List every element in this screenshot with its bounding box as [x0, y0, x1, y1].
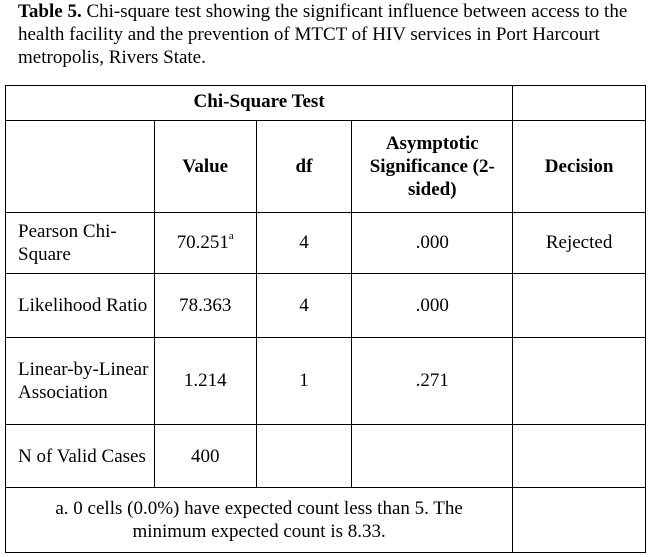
header-asymptotic-significance: Asymptotic Significance (2-sided) [352, 121, 513, 213]
table-label: Table 5. [18, 1, 82, 22]
row-df: 1 [256, 338, 352, 425]
row-decision [513, 338, 646, 425]
chi-square-table [5, 85, 646, 553]
header-row [6, 121, 646, 213]
table-caption [18, 0, 648, 69]
footnote-row [6, 488, 646, 553]
title-row [6, 86, 646, 121]
table-footnote: a. 0 cells (0.0%) have expected count less than 5. The minimum expected count is 8.33. [6, 488, 513, 553]
row-df [256, 424, 352, 488]
row-value [154, 213, 256, 273]
row-value: 78.363 [154, 273, 256, 338]
row-df: 4 [256, 273, 352, 338]
row-value: 400 [154, 424, 256, 488]
row-df: 4 [256, 213, 352, 273]
row-sig: .000 [352, 273, 513, 338]
row-stat: Likelihood Ratio [6, 273, 155, 338]
header-decision: Decision [513, 121, 646, 213]
row-decision [513, 273, 646, 338]
row-stat: Linear-by-Linear Association [6, 338, 155, 425]
header-empty-cell [6, 121, 155, 213]
value-number: 70.251 [176, 232, 229, 254]
title-empty-cell [513, 86, 646, 121]
footnote-marker: a [228, 230, 234, 243]
table-row [6, 213, 646, 273]
table-title: Chi-Square Test [6, 86, 513, 121]
header-df: df [256, 121, 352, 213]
row-sig: .271 [352, 338, 513, 425]
row-sig: .000 [352, 213, 513, 273]
header-value: Value [154, 121, 256, 213]
caption-text: Chi-square test showing the significant influence between access to the health facility and the prevention of MTCT of HIV services in Port Harcourt metropolis, Rivers State. [18, 1, 628, 68]
table-row [6, 338, 646, 425]
row-sig [352, 424, 513, 488]
row-decision: Rejected [513, 213, 646, 273]
table-row [6, 273, 646, 338]
row-stat: Pearson Chi-Square [6, 213, 155, 273]
row-decision [513, 424, 646, 488]
row-value: 1.214 [154, 338, 256, 425]
footnote-empty-cell [513, 488, 646, 553]
table-row [6, 424, 646, 488]
row-stat: N of Valid Cases [6, 424, 155, 488]
